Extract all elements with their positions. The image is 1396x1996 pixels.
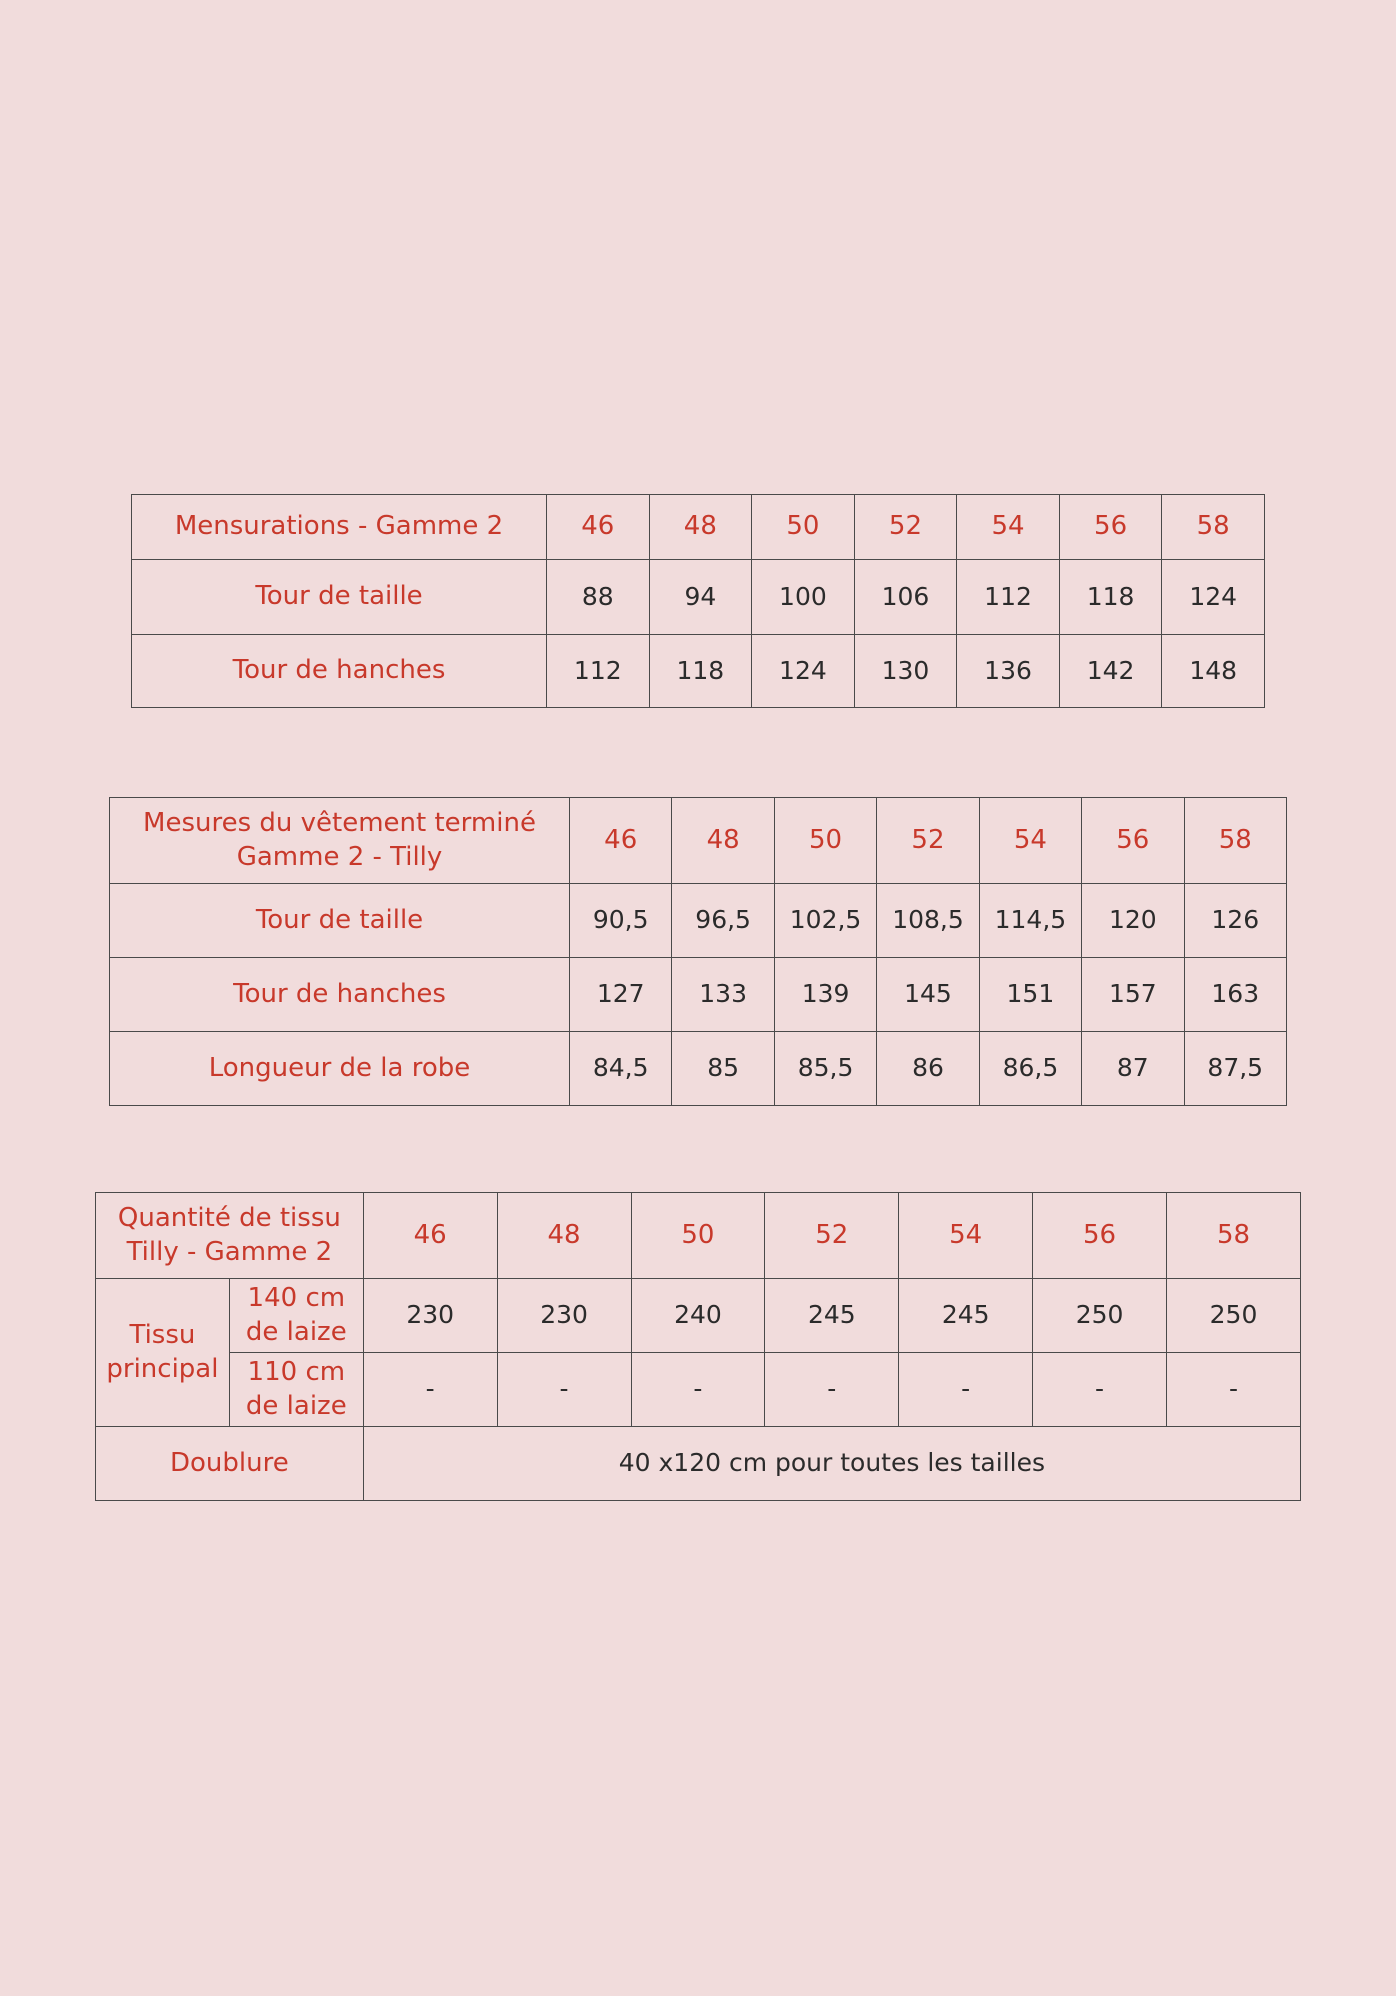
- fabric-quantity-table: [95, 1192, 1301, 1501]
- size-header: 54: [899, 1193, 1033, 1279]
- size-header: 48: [649, 495, 752, 560]
- row-label: Tour de hanches: [132, 635, 547, 708]
- row-label: Tour de taille: [132, 560, 547, 635]
- table-cell: 157: [1082, 958, 1184, 1032]
- size-header: 50: [774, 798, 876, 884]
- size-header: 58: [1167, 1193, 1301, 1279]
- table-cell: 112: [547, 635, 650, 708]
- table-row: [132, 560, 1265, 635]
- table-cell: 94: [649, 560, 752, 635]
- size-header: 50: [752, 495, 855, 560]
- row-label: 140 cm de laize: [229, 1279, 363, 1353]
- table-cell: 250: [1167, 1279, 1301, 1353]
- table-row: [132, 635, 1265, 708]
- size-header: 52: [877, 798, 979, 884]
- mensurations-table: [131, 494, 1265, 708]
- size-header: 56: [1033, 1193, 1167, 1279]
- row-label: Tour de taille: [110, 884, 570, 958]
- table-cell: 86: [877, 1032, 979, 1106]
- row-label: Doublure: [96, 1427, 364, 1501]
- size-header: 58: [1162, 495, 1265, 560]
- table-cell: 96,5: [672, 884, 774, 958]
- table-cell: 148: [1162, 635, 1265, 708]
- row-label: 110 cm de laize: [229, 1353, 363, 1427]
- table-cell: 139: [774, 958, 876, 1032]
- table-row: [110, 1032, 1287, 1106]
- table-cell: 163: [1184, 958, 1286, 1032]
- table-cell: 127: [570, 958, 672, 1032]
- table-cell: 90,5: [570, 884, 672, 958]
- table-cell: 85: [672, 1032, 774, 1106]
- size-header: 54: [979, 798, 1081, 884]
- table-cell: 40 x120 cm pour toutes les tailles: [363, 1427, 1300, 1501]
- table-cell: 126: [1184, 884, 1286, 958]
- row-group-label: Tissu principal: [96, 1279, 230, 1427]
- size-header: 56: [1059, 495, 1162, 560]
- table-cell: 118: [1059, 560, 1162, 635]
- table-cell: -: [1033, 1353, 1167, 1427]
- size-header: 52: [854, 495, 957, 560]
- table-cell: 114,5: [979, 884, 1081, 958]
- table-cell: 84,5: [570, 1032, 672, 1106]
- table-row: [96, 1353, 1301, 1427]
- size-header: 46: [363, 1193, 497, 1279]
- size-header: 52: [765, 1193, 899, 1279]
- table-cell: 112: [957, 560, 1060, 635]
- table-cell: 124: [1162, 560, 1265, 635]
- table-cell: 245: [899, 1279, 1033, 1353]
- table-title: Mensurations - Gamme 2: [132, 495, 547, 560]
- table-cell: -: [899, 1353, 1033, 1427]
- table-cell: 120: [1082, 884, 1184, 958]
- size-header: 48: [497, 1193, 631, 1279]
- table-title-line: Quantité de tissu: [117, 1202, 341, 1233]
- table-title-line: Gamme 2 - Tilly: [236, 841, 443, 872]
- table-row: [110, 884, 1287, 958]
- table-cell: 142: [1059, 635, 1162, 708]
- size-header: 54: [957, 495, 1060, 560]
- table-cell: 245: [765, 1279, 899, 1353]
- table-title: [110, 798, 570, 884]
- table-title-line: Tilly - Gamme 2: [126, 1236, 333, 1267]
- table-cell: 240: [631, 1279, 765, 1353]
- size-header: 58: [1184, 798, 1286, 884]
- table-cell: 88: [547, 560, 650, 635]
- table-cell: 87,5: [1184, 1032, 1286, 1106]
- size-header: 50: [631, 1193, 765, 1279]
- table-cell: 106: [854, 560, 957, 635]
- table-cell: 102,5: [774, 884, 876, 958]
- table-header-row: [132, 495, 1265, 560]
- table-row: [110, 958, 1287, 1032]
- table-cell: -: [631, 1353, 765, 1427]
- table-cell: 230: [363, 1279, 497, 1353]
- table-cell: 250: [1033, 1279, 1167, 1353]
- size-header: 46: [547, 495, 650, 560]
- table-cell: 130: [854, 635, 957, 708]
- table-cell: 118: [649, 635, 752, 708]
- table-title: [96, 1193, 364, 1279]
- table-row: [96, 1427, 1301, 1501]
- table-cell: 85,5: [774, 1032, 876, 1106]
- table-cell: 86,5: [979, 1032, 1081, 1106]
- table-cell: 87: [1082, 1032, 1184, 1106]
- table-header-row: [96, 1193, 1301, 1279]
- size-header: 56: [1082, 798, 1184, 884]
- size-header: 48: [672, 798, 774, 884]
- table-cell: 108,5: [877, 884, 979, 958]
- table-cell: 136: [957, 635, 1060, 708]
- finished-garment-table: [109, 797, 1287, 1106]
- table-row: [96, 1279, 1301, 1353]
- row-label: Longueur de la robe: [110, 1032, 570, 1106]
- table-cell: -: [765, 1353, 899, 1427]
- table-cell: 124: [752, 635, 855, 708]
- table-header-row: [110, 798, 1287, 884]
- table-cell: 145: [877, 958, 979, 1032]
- table-cell: 133: [672, 958, 774, 1032]
- table-cell: 230: [497, 1279, 631, 1353]
- table-cell: 100: [752, 560, 855, 635]
- table-title-line: Mesures du vêtement terminé: [143, 807, 536, 838]
- table-cell: -: [363, 1353, 497, 1427]
- row-label: Tour de hanches: [110, 958, 570, 1032]
- table-cell: -: [497, 1353, 631, 1427]
- table-cell: -: [1167, 1353, 1301, 1427]
- size-header: 46: [570, 798, 672, 884]
- table-cell: 151: [979, 958, 1081, 1032]
